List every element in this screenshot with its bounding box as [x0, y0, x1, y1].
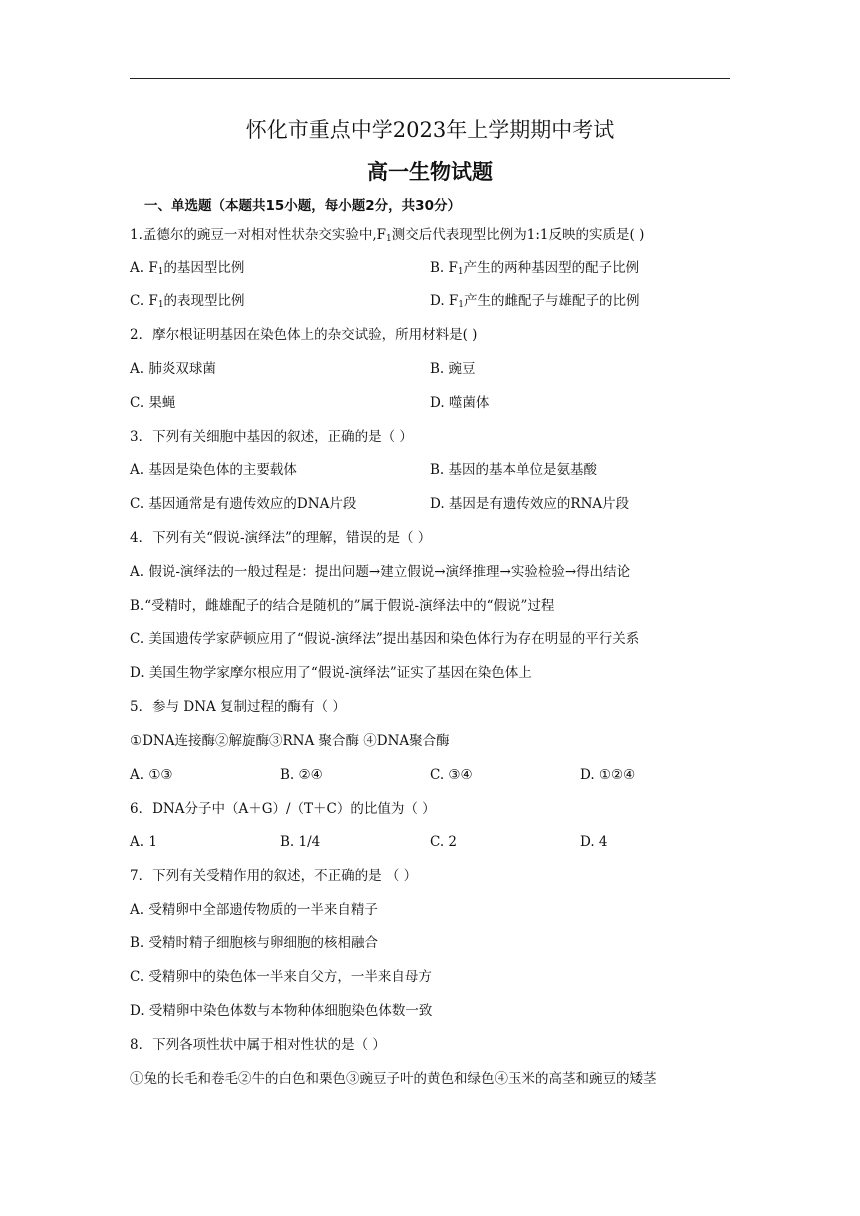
question-6-option-b: B. 1/4 — [280, 834, 321, 850]
question-2-option-a: A. 肺炎双球菌 — [130, 361, 216, 377]
question-6-option-d: D. 4 — [580, 834, 608, 850]
question-6-stem: 6．DNA分子中（A＋G）/（T＋C）的比值为（ ） — [130, 801, 436, 817]
question-4-option-b: B.“受精时，雌雄配子的结合是随机的”属于假说-演绎法中的“假说”过程 — [130, 598, 555, 614]
question-8-stem: 8．下列各项性状中属于相对性状的是（ ） — [130, 1037, 386, 1053]
question-2-stem: 2．摩尔根证明基因在染色体上的杂交试验，所用材料是( ) — [130, 327, 478, 343]
question-1-option-c: C. $F_1$的表现型比例 — [130, 293, 245, 310]
question-5-option-a: A. ①③ — [130, 767, 173, 783]
section-heading: 一、单选题（本题共15小题，每小题2分，共30分） — [144, 198, 461, 214]
question-7-stem: 7．下列有关受精作用的叙述，不正确的是 （ ） — [130, 868, 418, 884]
question-6-option-a: A. 1 — [130, 834, 157, 850]
subject-title: 高一生物试题 — [367, 160, 493, 184]
question-2-option-d: D. 噬菌体 — [430, 395, 490, 411]
question-1-option-d: D. $F_1$产生的雌配子与雄配子的比例 — [430, 293, 640, 310]
question-6-option-c: C. 2 — [430, 834, 458, 850]
question-1-stem: 1.孟德尔的豌豆一对相对性状杂交实验中$,F_1$测交后代表现型比例为1:1反映的实质是( ) — [130, 227, 645, 244]
header-rule — [130, 78, 730, 79]
question-5-option-c: C. ③④ — [430, 767, 473, 783]
question-8-items: ①兔的长毛和卷毛②牛的白色和栗色③豌豆子叶的黄色和绿色④玉米的高茎和豌豆的矮茎 — [130, 1071, 657, 1087]
exam-title: 怀化市重点中学2023年上学期期中考试 — [245, 118, 615, 142]
question-5-option-d: D. ①②④ — [580, 767, 636, 783]
question-1-option-b: B. $F_1$产生的两种基因型的配子比例 — [430, 260, 640, 277]
question-4-option-d: D. 美国生物学家摩尔根应用了“假说-演绎法”证实了基因在染色体上 — [130, 665, 532, 681]
question-4-option-a: A. 假说-演绎法的一般过程是：提出问题→建立假说→演绎推理→实验检验→得出结论 — [130, 564, 631, 580]
question-3-stem: 3．下列有关细胞中基因的叙述，正确的是（ ） — [130, 429, 413, 445]
question-2-option-c: C. 果蝇 — [130, 395, 176, 411]
question-3-option-d: D. 基因是有遗传效应的RNA片段 — [430, 496, 630, 512]
question-7-option-b: B. 受精时精子细胞核与卵细胞的核相融合 — [130, 935, 379, 951]
question-5-items: ①DNA连接酶②解旋酶③RNA 聚合酶 ④DNA聚合酶 — [130, 733, 450, 749]
question-2-option-b: B. 豌豆 — [430, 361, 476, 377]
question-3-option-b: B. 基因的基本单位是氨基酸 — [430, 462, 598, 478]
question-3-option-c: C. 基因通常是有遗传效应的DNA片段 — [130, 496, 357, 512]
question-5-option-b: B. ②④ — [280, 767, 323, 783]
question-5-stem: 5．参与 DNA 复制过程的酶有（ ） — [130, 699, 346, 715]
question-1-option-a: A. $F_1$的基因型比例 — [130, 260, 245, 277]
question-7-option-c: C. 受精卵中的染色体一半来自父方，一半来自母方 — [130, 969, 432, 985]
question-3-option-a: A. 基因是染色体的主要载体 — [130, 462, 297, 478]
question-7-option-a: A. 受精卵中全部遗传物质的一半来自精子 — [130, 902, 378, 918]
question-4-option-c: C. 美国遗传学家萨顿应用了“假说-演绎法”提出基因和染色体行为存在明显的平行关系 — [130, 631, 640, 647]
question-4-stem: 4．下列有关“假说-演绎法”的理解，错误的是（ ） — [130, 530, 432, 546]
question-7-option-d: D. 受精卵中染色体数与本物种体细胞染色体数一致 — [130, 1003, 433, 1019]
